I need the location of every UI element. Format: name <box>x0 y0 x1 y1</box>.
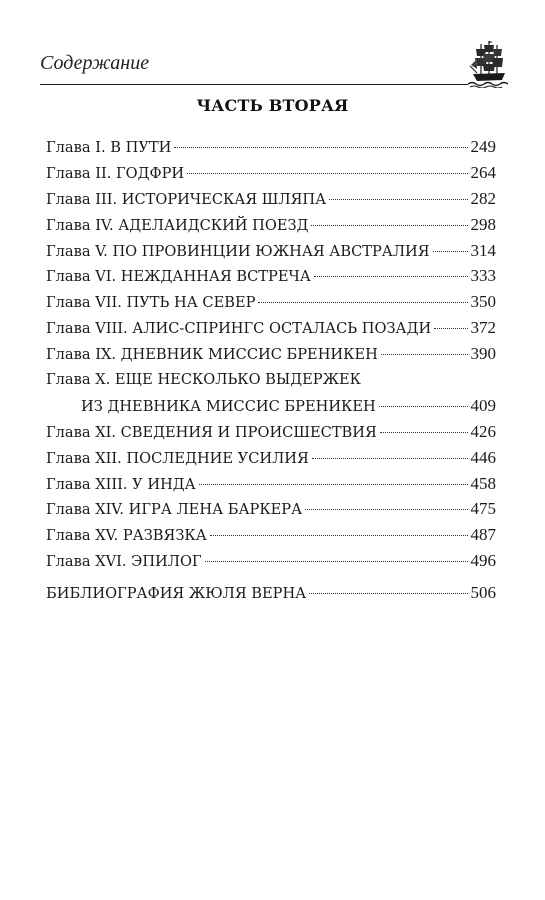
toc-entry-page-number: 496 <box>470 551 496 571</box>
dot-leader <box>205 561 468 562</box>
sailing-ship-icon <box>468 40 508 88</box>
dot-leader <box>305 509 467 510</box>
toc-entry-page-number: 446 <box>470 447 496 467</box>
toc-entry-chapter-1[interactable] <box>46 134 496 160</box>
toc-entry-chapter-5[interactable] <box>46 238 496 264</box>
dot-leader <box>199 484 468 485</box>
toc-entry-chapter-7[interactable] <box>46 289 496 315</box>
dot-leader <box>312 458 468 459</box>
toc-entry-bibliography[interactable] <box>46 580 496 606</box>
toc-entry-chapter-10[interactable] <box>46 367 496 393</box>
toc-entry-page-number: 487 <box>470 525 496 545</box>
dot-leader <box>187 173 467 174</box>
page-header <box>40 40 504 94</box>
toc-entry-label: Глава II. ГОДФРИ <box>46 164 185 182</box>
toc-entry-label: Глава XIV. ИГРА ЛЕНА БАРКЕРА <box>46 501 303 519</box>
toc-entry-label: Глава XV. РАЗВЯЗКА <box>46 527 207 545</box>
running-head-title: Содержание <box>40 52 150 74</box>
dot-leader <box>379 406 468 407</box>
toc-entry-label: БИБЛИОГРАФИЯ ЖЮЛЯ ВЕРНА <box>46 585 307 603</box>
toc-entry-label: Глава V. ПО ПРОВИНЦИИ ЮЖНАЯ АВСТРАЛИЯ <box>46 242 430 260</box>
toc-entry-chapter-4[interactable] <box>46 212 496 238</box>
toc-entry-chapter-15[interactable] <box>46 522 496 548</box>
toc-entry-chapter-9[interactable] <box>46 341 496 367</box>
toc-entry-label: Глава VI. НЕЖДАННАЯ ВСТРЕЧА <box>46 268 311 286</box>
toc-entry-label: Глава XVI. ЭПИЛОГ <box>46 553 202 571</box>
dot-leader <box>311 225 467 226</box>
toc-entry-label-continuation: ИЗ ДНЕВНИКА МИССИС БРЕНИКЕН <box>81 397 376 415</box>
toc-entry-label: Глава I. В ПУТИ <box>46 139 172 156</box>
dot-leader <box>258 302 467 303</box>
dot-leader <box>380 432 468 433</box>
dot-leader <box>210 535 468 536</box>
toc-entry-label: Глава IV. АДЕЛАИДСКИЙ ПОЕЗД <box>46 216 309 234</box>
toc-entry-label: Глава XI. СВЕДЕНИЯ И ПРОИСШЕСТВИЯ <box>46 423 377 441</box>
table-of-contents <box>46 134 496 606</box>
toc-entry-label: Глава XII. ПОСЛЕДНИЕ УСИЛИЯ <box>46 449 309 467</box>
toc-entry-page-number: 314 <box>470 240 496 260</box>
dot-leader <box>433 251 468 252</box>
toc-entry-label: Глава VII. ПУТЬ НА СЕВЕР <box>46 294 256 312</box>
toc-entry-chapter-2[interactable] <box>46 160 496 186</box>
toc-entry-page-number: 458 <box>470 473 496 493</box>
toc-entry-chapter-11[interactable] <box>46 419 496 445</box>
toc-entry-label: Глава VIII. АЛИС-СПРИНГС ОСТАЛАСЬ ПОЗАДИ <box>46 320 432 338</box>
toc-entry-page-number: 350 <box>470 292 496 312</box>
toc-entry-chapter-14[interactable] <box>46 496 496 522</box>
toc-entry-chapter-10-continuation[interactable] <box>46 393 496 419</box>
toc-entry-label: Глава XIII. У ИНДА <box>46 475 196 493</box>
part-heading: ЧАСТЬ ВТОРАЯ <box>196 96 349 115</box>
toc-entry-chapter-16[interactable] <box>46 548 496 574</box>
toc-entry-page-number: 506 <box>470 583 496 603</box>
dot-leader <box>381 354 468 355</box>
toc-entry-page-number: 390 <box>470 344 496 364</box>
toc-entry-page-number: 249 <box>470 137 496 156</box>
toc-entry-chapter-3[interactable] <box>46 186 496 212</box>
toc-entry-chapter-12[interactable] <box>46 445 496 471</box>
toc-entry-page-number: 475 <box>470 499 496 519</box>
dot-leader <box>314 276 468 277</box>
dot-leader <box>329 199 467 200</box>
toc-entry-label: Глава III. ИСТОРИЧЕСКАЯ ШЛЯПА <box>46 190 327 208</box>
toc-entry-page-number: 333 <box>470 266 496 286</box>
toc-entry-page-number: 264 <box>470 162 496 182</box>
toc-entry-label: Глава IX. ДНЕВНИК МИССИС БРЕНИКЕН <box>46 346 378 364</box>
toc-entry-chapter-13[interactable] <box>46 471 496 497</box>
dot-leader <box>174 147 467 148</box>
toc-entry-page-number: 409 <box>470 395 496 415</box>
toc-entry-page-number: 426 <box>470 421 496 441</box>
header-rule <box>40 84 504 85</box>
dot-leader <box>309 593 467 594</box>
toc-entry-chapter-6[interactable] <box>46 263 496 289</box>
toc-entry-page-number: 282 <box>470 188 496 208</box>
dot-leader <box>434 328 467 329</box>
toc-entry-page-number: 372 <box>470 318 496 338</box>
toc-entry-page-number: 298 <box>470 214 496 234</box>
toc-entry-label: Глава X. ЕЩЕ НЕСКОЛЬКО ВЫДЕРЖЕК <box>46 371 361 389</box>
toc-entry-chapter-8[interactable] <box>46 315 496 341</box>
